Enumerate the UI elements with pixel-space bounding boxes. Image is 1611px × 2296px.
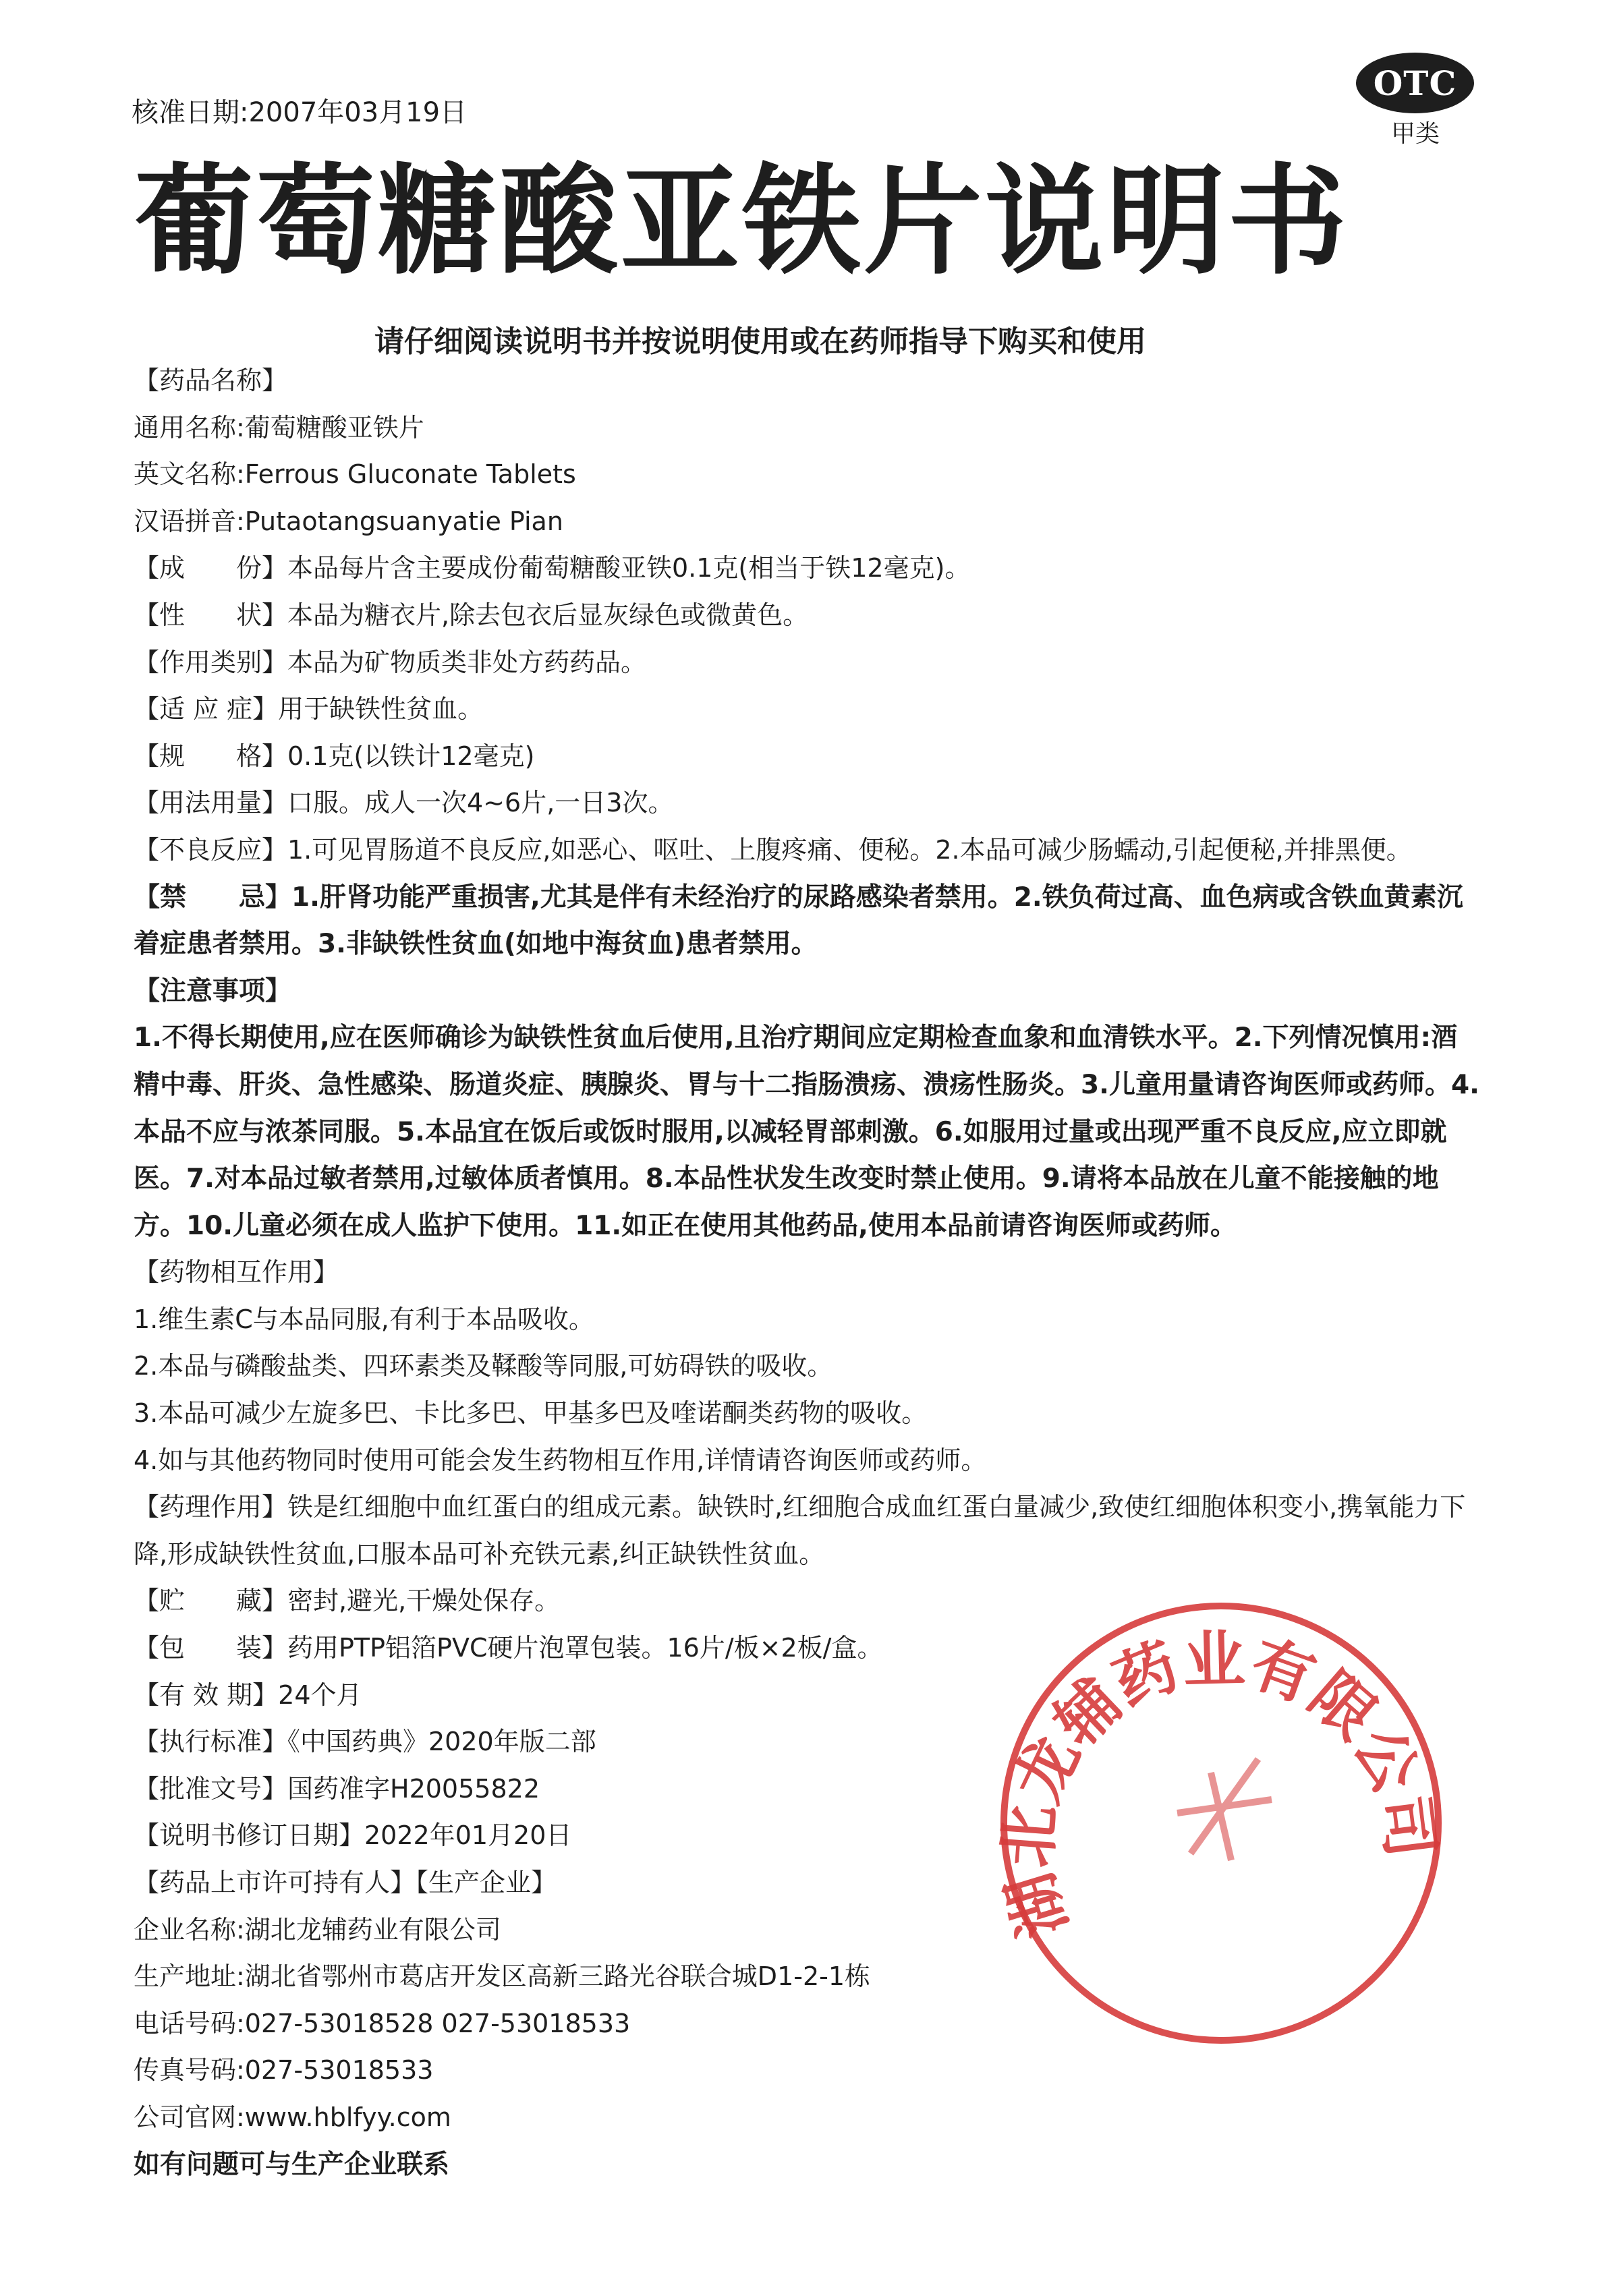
english-name: 英文名称:Ferrous Gluconate Tablets xyxy=(134,459,576,490)
leaflet-body xyxy=(134,357,1483,2188)
dosage: 【用法用量】口服。成人一次4~6片,一日3次。 xyxy=(134,788,674,818)
document-title: 葡萄糖酸亚铁片说明书 xyxy=(135,151,1350,291)
fax: 传真号码:027-53018533 xyxy=(134,2055,434,2086)
precautions: 1.不得长期使用,应在医师确诊为缺铁性贫血后使用,且治疗期间应定期检查血象和血清铁水平。2.下列情况慎用:酒精中毒、肝炎、急性感染、肠道炎症、胰腺炎、胃与十二指肠溃疡、溃疡性肠炎。3.儿童用量请咨询医师或药师。4.本品不应与浓茶同服。5.本品宜在饭后或饭时服用,以减轻胃部刺激。6.如服用过量或出现严重不良反应,应立即就医。7.对本品过敏者禁用,过敏体质者慎用。8.本品性状发生改变时禁止使用。9.请将本品放在儿童不能接触的地方。10.儿童必须在成人监护下使用。11.如正在使用其他药品,使用本品前请咨询医师或药师。 xyxy=(134,1023,1479,1241)
pharmacology: 【药理作用】铁是红细胞中血红蛋白的组成元素。缺铁时,红细胞合成血红蛋白量减少,致使红细胞体积变小,携氧能力下降,形成缺铁性贫血,口服本品可补充铁元素,纠正缺铁性贫血。 xyxy=(134,1492,1466,1569)
interaction-item: 2.本品与磷酸盐类、四环素类及鞣酸等同服,可妨碍铁的吸收。 xyxy=(134,1351,833,1381)
specification: 【规 格】0.1克(以铁计12毫克) xyxy=(134,741,535,771)
approval-date: 核准日期:2007年03月19日 xyxy=(132,97,468,128)
seal-text: 湖北龙辅药业有限公司 xyxy=(991,1623,1447,1946)
category: 【作用类别】本品为矿物质类非处方药药品。 xyxy=(134,647,647,677)
packaging: 【包 装】药用PTP铝箔PVC硬片泡罩包装。16片/板×2板/盒。 xyxy=(134,1633,883,1663)
approval-number: 【批准文号】国药准字H20055822 xyxy=(134,1773,540,1804)
contraindications: 【禁 忌】1.肝肾功能严重损害,尤其是伴有未经治疗的尿路感染者禁用。2.铁负荷过高、血色病或含铁血黄素沉着症患者禁用。3.非缺铁性贫血(如地中海贫血)患者禁用。 xyxy=(134,882,1463,960)
interaction-item: 3.本品可减少左旋多巴、卡比多巴、甲基多巴及喹诺酮类药物的吸收。 xyxy=(134,1398,928,1429)
storage: 【贮 藏】密封,避光,干燥处保存。 xyxy=(134,1586,561,1616)
otc-class-label: 甲类 xyxy=(1391,120,1440,148)
otc-mark: OTC xyxy=(1373,63,1457,103)
precautions-heading: 【注意事项】 xyxy=(134,975,292,1006)
description: 【性 状】本品为糖衣片,除去包衣后显灰绿色或微黄色。 xyxy=(134,600,809,630)
generic-name: 通用名称:葡萄糖酸亚铁片 xyxy=(134,412,424,442)
company-name: 企业名称:湖北龙辅药业有限公司 xyxy=(134,1914,501,1945)
revision-date: 【说明书修订日期】2022年01月20日 xyxy=(134,1820,572,1851)
website: 公司官网:www.hblfyy.com xyxy=(134,2102,451,2132)
interactions-heading: 【药物相互作用】 xyxy=(134,1257,339,1288)
contact-note: 如有问题可与生产企业联系 xyxy=(134,2149,450,2180)
adverse-reactions: 【不良反应】1.可见胃肠道不良反应,如恶心、呕吐、上腹疼痛、便秘。2.本品可减少肠蠕动,引起便秘,并排黑便。 xyxy=(134,834,1412,865)
composition: 【成 份】本品每片含主要成份葡萄糖酸亚铁0.1克(相当于铁12毫克)。 xyxy=(134,553,971,583)
pinyin-name: 汉语拼音:Putaotangsuanyatie Pian xyxy=(134,506,563,536)
interaction-item: 4.如与其他药物同时使用可能会发生药物相互作用,详情请咨询医师或药师。 xyxy=(134,1445,987,1475)
holder-heading: 【药品上市许可持有人】【生产企业】 xyxy=(134,1868,557,1897)
phone: 电话号码:027-53018528 027-53018533 xyxy=(134,2008,631,2038)
indications: 【适 应 症】用于缺铁性贫血。 xyxy=(134,694,484,724)
interaction-item: 1.维生素C与本品同服,有利于本品吸收。 xyxy=(134,1304,594,1334)
drug-name-heading: 【药品名称】 xyxy=(134,366,288,395)
standard: 【执行标准】《中国药典》2020年版二部 xyxy=(134,1727,596,1757)
otc-badge xyxy=(1356,53,1474,113)
validity: 【有 效 期】24个月 xyxy=(134,1680,362,1710)
address: 生产地址:湖北省鄂州市葛店开发区高新三路光谷联合城D1-2-1栋 xyxy=(134,1961,871,1992)
document-subtitle: 请仔细阅读说明书并按说明使用或在药师指导下购买和使用 xyxy=(374,324,1146,359)
